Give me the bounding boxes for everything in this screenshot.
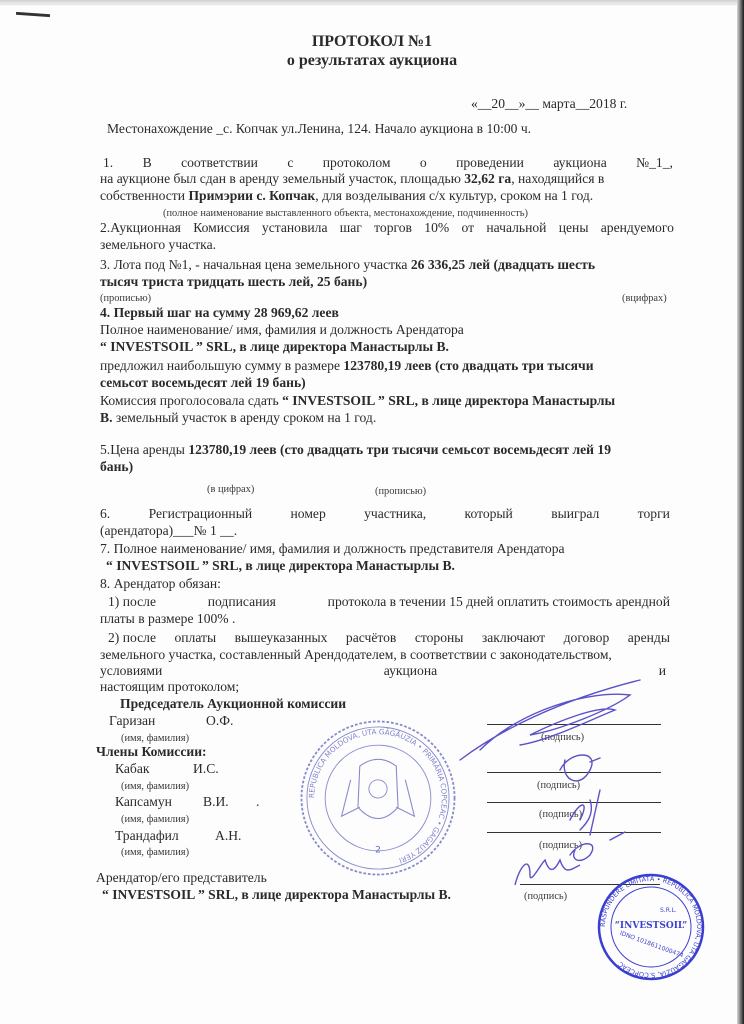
item4-line5: семьсот восемьдесят лей 19 бань) bbox=[100, 375, 306, 390]
scan-right-edge bbox=[737, 0, 744, 1024]
word: условиями bbox=[100, 663, 163, 678]
word: о bbox=[419, 155, 427, 170]
word: от bbox=[461, 220, 475, 235]
word: 6. bbox=[100, 506, 111, 521]
word: установила bbox=[261, 220, 328, 235]
word: арендуемого bbox=[600, 220, 674, 235]
document-title: ПРОТОКОЛ №1 bbox=[311, 33, 433, 50]
word: 10% bbox=[424, 220, 450, 235]
word: В bbox=[142, 155, 152, 170]
stamp-text: REPUBLICA MOLDOVA, UTA GĂGĂUZIA • PRIMĂRIA COPCEAC • GAGAUZ YERİ bbox=[307, 727, 449, 866]
text: , находящийся в bbox=[511, 171, 605, 186]
tenant-heading: Арендатор/его представитель bbox=[96, 870, 267, 885]
member-initials: И.С. bbox=[193, 761, 219, 776]
plot-owner: Примэрии с. Копчак bbox=[188, 188, 316, 203]
word: Регистрационный bbox=[148, 506, 253, 521]
chair-initials: О.Ф. bbox=[206, 713, 234, 728]
text: на аукционе был сдан в аренду земельный участок, площадью bbox=[100, 171, 465, 186]
tenant-representative: “ INVESTSOIL ” SRL, в лице директора Манастырлы В. bbox=[102, 887, 451, 902]
item8-sub2-line4: настоящим протоколом; bbox=[100, 679, 240, 694]
item2-line1 bbox=[100, 220, 674, 236]
item8-heading: 8. Арендатор обязан: bbox=[100, 576, 221, 591]
signature-caption: (подпись) bbox=[524, 891, 568, 902]
word: торгов bbox=[374, 220, 412, 235]
word: договор bbox=[563, 630, 610, 645]
item4-line2: Полное наименование/ имя, фамилия и должность Арендатора bbox=[100, 322, 464, 337]
word: №_1_, bbox=[636, 155, 673, 170]
signature-caption: (подпись) bbox=[537, 780, 581, 791]
winning-bid: 123780,19 леев (сто двадцать три тысячи bbox=[343, 358, 594, 373]
text: Комиссия проголосовала сдать bbox=[100, 393, 283, 408]
word: аукциона bbox=[553, 155, 607, 170]
item5-caption-words: (прописью) bbox=[375, 486, 427, 497]
item4-line7 bbox=[100, 410, 376, 426]
word: соответствии bbox=[181, 155, 258, 170]
item8-sub1-line2: платы в размере 100% . bbox=[100, 611, 236, 626]
member-name: Трандафил bbox=[115, 828, 179, 843]
item6-registration-number: (арендатора)___№ 1 __. bbox=[100, 523, 238, 538]
chair-heading: Председатель Аукционной комиссии bbox=[120, 696, 347, 711]
item1-line1 bbox=[103, 155, 673, 171]
stamp-company-name: “INVESTSOIL” bbox=[614, 921, 688, 931]
word: который bbox=[464, 506, 513, 521]
members-heading: Члены Комиссии: bbox=[96, 744, 207, 759]
member-trail: . bbox=[256, 794, 260, 809]
item4-tenant: “ INVESTSOIL ” SRL, в лице директора Манастырлы В. bbox=[100, 339, 449, 354]
company-stamp bbox=[596, 872, 706, 982]
word: с bbox=[287, 155, 294, 170]
text: земельный участок в аренду сроком на 1 год. bbox=[112, 410, 377, 425]
signature-caption: (подпись) bbox=[541, 732, 585, 743]
text: 3. Лота под №1, - начальная цена земельного участка bbox=[100, 257, 411, 272]
document-subtitle: о результатах аукциона bbox=[286, 52, 458, 69]
item4-first-step: 4. Первый шаг на сумму 28 969,62 леев bbox=[100, 305, 339, 320]
chair-name-caption: (имя, фамилия) bbox=[121, 733, 190, 744]
member-initials: А.Н. bbox=[215, 828, 242, 843]
item2-line2: земельного участка. bbox=[100, 237, 216, 252]
item8-sub2-line2: земельного участка, составленный Арендодателем, в соответствии с законодательством, bbox=[100, 647, 612, 662]
word: проведении bbox=[456, 155, 524, 170]
word: вышеуказанных bbox=[234, 630, 328, 645]
member-initials: В.И. bbox=[203, 794, 229, 809]
scan-top-edge bbox=[0, 0, 744, 6]
signature-caption: (подпись) bbox=[539, 809, 583, 820]
word: заключают bbox=[481, 630, 546, 645]
scan-page-edge bbox=[0, 4, 736, 5]
item3-caption-digits: (вцифрах) bbox=[622, 293, 667, 304]
word: Комиссия bbox=[193, 220, 250, 235]
item1-line3 bbox=[100, 188, 593, 204]
svg-text:REPUBLICA MOLDOVA, UTA GĂGĂUZI bbox=[307, 727, 449, 865]
item7-tenant: “ INVESTSOIL ” SRL, в лице директора Манастырлы В. bbox=[106, 558, 455, 573]
member-name: Капсамун bbox=[115, 794, 172, 809]
item8-sub2-line1 bbox=[108, 630, 670, 646]
item1-caption: (полное наименование выставленного объекта, местонахождение, подчиненность) bbox=[163, 208, 528, 219]
item5-caption-digits: (в цифрах) bbox=[207, 484, 255, 495]
word: 1) после bbox=[108, 594, 156, 609]
item6-line1 bbox=[100, 506, 670, 522]
word: и bbox=[658, 663, 666, 678]
rent-price: 123780,19 леев (сто двадцать три тысячи семьсот восемьдесят лей 19 bbox=[188, 442, 612, 457]
text: собственности bbox=[100, 188, 189, 203]
document-date: «__20__»__ марта__2018 г. bbox=[471, 96, 628, 111]
item8-sub1-line1 bbox=[108, 594, 670, 610]
signature-caption: (подпись) bbox=[539, 840, 583, 851]
word: номер bbox=[290, 506, 326, 521]
word: аренды bbox=[627, 630, 670, 645]
item4-line6 bbox=[100, 393, 615, 409]
location-line: Местонахождение _с. Копчак ул.Ленина, 124. Начало аукциона в 10:00 ч. bbox=[107, 121, 532, 136]
text: предложил наибольшую сумму в размере bbox=[100, 358, 344, 373]
starting-price: 26 336,25 лей (двадцать шесть bbox=[410, 257, 596, 272]
municipal-stamp bbox=[296, 716, 460, 880]
stamp-idno: IDNO 1018611000474 bbox=[618, 929, 685, 960]
tenant-name: “ INVESTSOIL ” SRL, в лице директора Манастырлы bbox=[282, 393, 616, 408]
member-name-caption: (имя, фамилия) bbox=[121, 814, 190, 825]
text: В. bbox=[100, 410, 113, 425]
word: расчётов bbox=[345, 630, 397, 645]
item5-line2: бань) bbox=[100, 459, 134, 474]
item7-line1: 7. Полное наименование/ имя, фамилия и должность представителя Арендатора bbox=[100, 541, 565, 556]
member-name: Кабак bbox=[115, 761, 150, 776]
word: 2.Аукционная bbox=[100, 220, 181, 235]
svg-text:RĂSPUNDERE LIMITATĂ • REPUBLIC: RĂSPUNDERE LIMITATĂ • REPUBLICA MOLDOVA, UTA GĂGĂUZIA, S.COPCEAC bbox=[598, 874, 704, 980]
item1-line2 bbox=[100, 171, 604, 187]
word: 2) после bbox=[108, 630, 156, 645]
word: подписания bbox=[207, 594, 276, 609]
member-name-caption: (имя, фамилия) bbox=[121, 847, 190, 858]
word: оплаты bbox=[174, 630, 217, 645]
plot-area: 32,62 га bbox=[464, 171, 512, 186]
item3-line1 bbox=[100, 257, 595, 273]
item3-line2: тысяч триста тридцать шесть лей, 25 бань) bbox=[100, 274, 368, 289]
word: начальной bbox=[486, 220, 547, 235]
stamp-suffix: S.R.L. bbox=[660, 907, 677, 914]
word: протокола в течении 15 дней оплатить стоимость арендной bbox=[327, 594, 670, 609]
tenant-signature bbox=[500, 845, 600, 895]
text: 5.Цена аренды bbox=[100, 442, 189, 457]
item4-line4 bbox=[100, 358, 594, 374]
member-name-caption: (имя, фамилия) bbox=[121, 781, 190, 792]
word: торги bbox=[637, 506, 670, 521]
scan-mark bbox=[16, 12, 50, 17]
item5-line1 bbox=[100, 442, 611, 458]
word: цены bbox=[558, 220, 589, 235]
word: участника, bbox=[364, 506, 427, 521]
word: 1. bbox=[103, 155, 114, 170]
text: , для возделывания с/х культур, сроком на 1 год. bbox=[315, 188, 594, 203]
word: шаг bbox=[339, 220, 362, 235]
chair-name: Гаризан bbox=[109, 713, 156, 728]
word: аукциона bbox=[383, 663, 438, 678]
stamp-number: 2 bbox=[375, 845, 381, 856]
word: стороны bbox=[414, 630, 464, 645]
item3-caption-words: (прописью) bbox=[100, 293, 152, 304]
word: выиграл bbox=[551, 506, 600, 521]
word: протоколом bbox=[322, 155, 391, 170]
